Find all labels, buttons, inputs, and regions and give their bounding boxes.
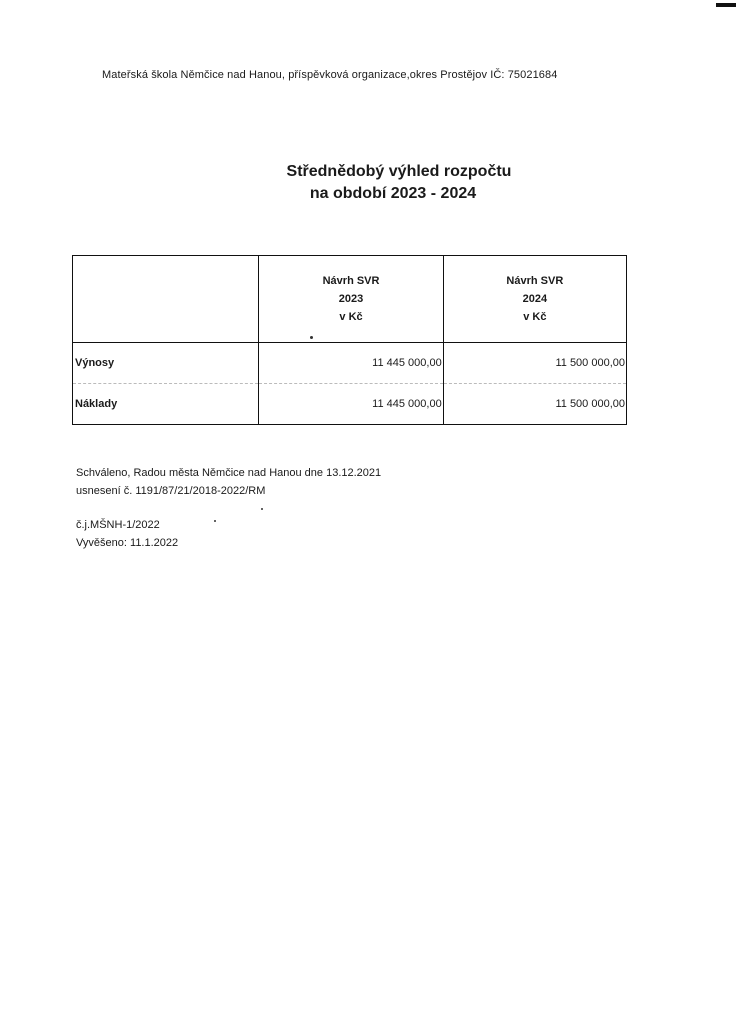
posted-date: Vyvěšeno: 11.1.2022	[76, 537, 179, 549]
title-line-2: na období 2023 - 2024	[309, 185, 477, 202]
approval-line-1: Schváleno, Radou města Němčice nad Hanou dne 13.12.2021	[76, 467, 382, 479]
value-cell: 11 500 000,00	[443, 343, 626, 384]
header-label: Návrh SVR	[322, 275, 380, 287]
budget-table	[72, 255, 627, 425]
header-unit: v Kč	[523, 311, 547, 323]
table-row-vynosy	[73, 343, 627, 384]
approval-line-2: usnesení č. 1191/87/21/2018-2022/RM	[76, 485, 266, 497]
value-cell: 11 445 000,00	[259, 343, 443, 384]
header-cell-2023	[259, 256, 443, 343]
header-unit: v Kč	[339, 311, 363, 323]
table-header-row	[73, 256, 627, 343]
header-cell-2024	[443, 256, 626, 343]
row-label: Náklady	[73, 384, 259, 425]
header-year: 2023	[338, 293, 364, 305]
scan-speck	[261, 508, 263, 510]
scan-speck	[214, 520, 216, 522]
header-label: Návrh SVR	[506, 275, 564, 287]
value-cell: 11 445 000,00	[259, 384, 443, 425]
reference-number: č.j.MŠNH-1/2022	[76, 519, 160, 531]
row-label: Výnosy	[73, 343, 259, 384]
scan-edge-mark	[716, 3, 736, 7]
organization-header: Mateřská škola Němčice nad Hanou, příspěvková organizace,okres Prostějov IČ: 75021684	[102, 69, 558, 81]
title-line-1: Střednědobý výhled rozpočtu	[286, 163, 512, 180]
document-title	[0, 161, 744, 205]
header-empty-cell	[73, 256, 259, 343]
approval-note	[76, 464, 381, 500]
header-year: 2024	[522, 293, 548, 305]
reference-block	[76, 516, 178, 552]
value-cell: 11 500 000,00	[443, 384, 626, 425]
table-row-naklady	[73, 384, 627, 425]
